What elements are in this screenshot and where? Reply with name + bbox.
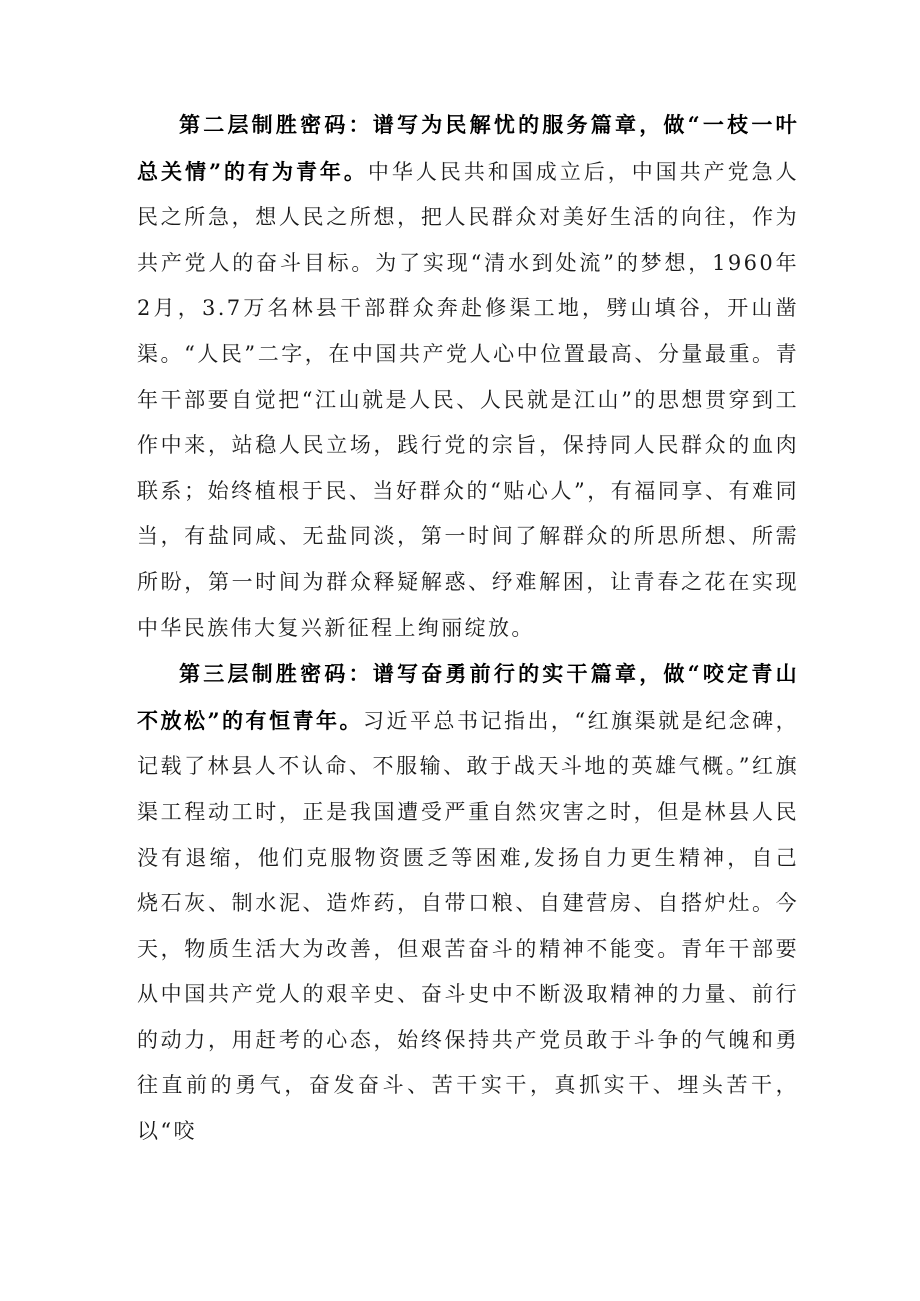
- paragraph-heading: 第三层制胜密码：谱写奋勇前行的实干篇章，做“咬定青山不放松”的有恒青年。: [137, 661, 799, 733]
- paragraph-third-code: [137, 651, 799, 1155]
- paragraph-body: 习近平总书记指出，“红旗渠就是纪念碑，记载了林县人不认命、不服输、敢于战天斗地的英雄气概。”红旗渠工程动工时，正是我国遭受严重自然灾害之时，但是林县人民没有退缩，他们克服物资匮乏等困难,发扬自力更生精神，自己烧石灰、制水泥、造炸药，自带口粮、自建营房、自搭炉灶。今天，物质生活大为改善，但艰苦奋斗的精神不能变。青年干部要从中国共产党人的艰辛史、奋斗史中不断汲取精神的力量、前行的动力，用赶考的心态，始终保持共产党员敢于斗争的气魄和勇往直前的勇气，奋发奋斗、苦干实干，真抓实干、埋头苦干，以“咬: [137, 708, 799, 1144]
- paragraph-second-code: [137, 102, 799, 651]
- paragraph-body: 中华人民共和国成立后，中国共产党急人民之所急，想人民之所想，把人民群众对美好生活的向往，作为共产党人的奋斗目标。为了实现“清水到处流”的梦想，1960年2月，3.7万名林县干部群众奔赴修渠工地，劈山填谷，开山凿渠。“人民”二字，在中国共产党人心中位置最高、分量最重。青年干部要自觉把“江山就是人民、人民就是江山”的思想贯穿到工作中来，站稳人民立场，践行党的宗旨，保持同人民群众的血肉联系；始终植根于民、当好群众的“贴心人”，有福同享、有难同当，有盐同咸、无盐同淡，第一时间了解群众的所思所想、所需所盼，第一时间为群众释疑解惑、纾难解困，让青春之花在实现中华民族伟大复兴新征程上绚丽绽放。: [137, 159, 799, 640]
- paragraph-heading: 第二层制胜密码：谱写为民解忧的服务篇章，做“一枝一叶总关情”的有为青年。: [137, 112, 799, 184]
- document-page: [137, 102, 799, 1155]
